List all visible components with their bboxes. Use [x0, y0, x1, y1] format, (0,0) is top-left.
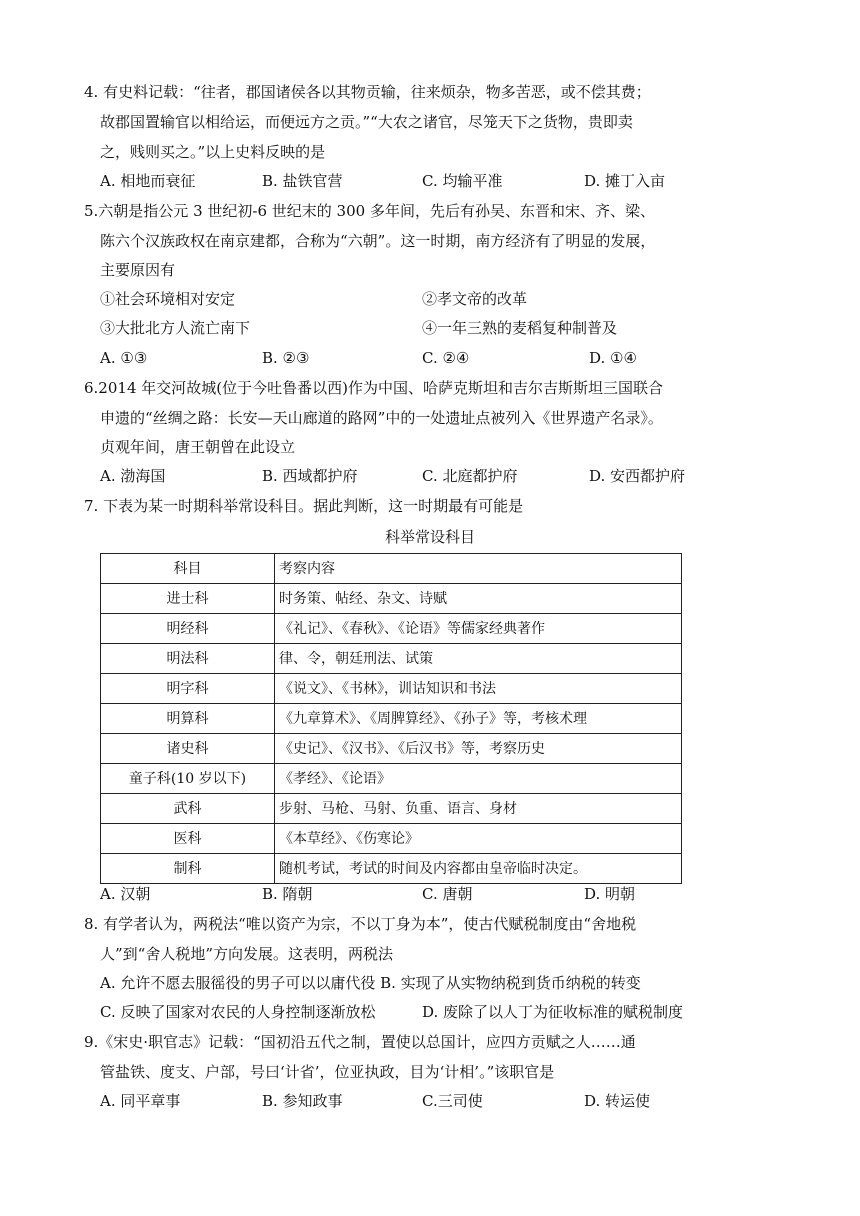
subject-cell: 制科: [101, 854, 275, 884]
subject-cell: 进士科: [101, 584, 275, 614]
q6-option-b: B. 西域都护府: [262, 467, 358, 485]
q7-option-a: A. 汉朝: [100, 885, 151, 903]
q4-option-b: B. 盐铁官营: [262, 172, 343, 190]
subject-cell: 明算科: [101, 704, 275, 734]
q4-option-d: D. 摊丁入亩: [584, 172, 666, 190]
q5-stem-line-2: 陈六个汉族政权在南京建都，合称为“六朝”。这一时期，南方经济有了明显的发展，: [100, 232, 656, 250]
q9-option-d: D. 转运使: [584, 1092, 651, 1110]
content-cell: 《史记》、《汉书》、《后汉书》等，考察历史: [275, 734, 682, 764]
q9-option-c: C.三司使: [422, 1092, 483, 1110]
subject-cell: 明字科: [101, 674, 275, 704]
exam-subjects-table: [100, 553, 682, 884]
q5-item-3: ③大批北方人流亡南下: [100, 319, 251, 337]
table-row: [101, 674, 682, 704]
table-header-cell: 考察内容: [275, 554, 682, 584]
subject-cell: 医科: [101, 824, 275, 854]
subject-cell: 童子科(10 岁以下): [101, 764, 275, 794]
subject-cell: 诸史科: [101, 734, 275, 764]
content-cell: 《礼记》、《春秋》、《论语》等儒家经典著作: [275, 614, 682, 644]
q7-option-b: B. 隋朝: [262, 885, 313, 903]
q7-option-c: C. 唐朝: [422, 885, 473, 903]
content-cell: 《九章算术》、《周脾算经》、《孙子》等，考核术理: [275, 704, 682, 734]
q4-option-a: A. 相地而衰征: [100, 172, 196, 190]
content-cell: 律、令，朝廷刑法、试策: [275, 644, 682, 674]
q6-option-a: A. 渤海国: [100, 467, 166, 485]
table-row: [101, 734, 682, 764]
q5-option-c: C. ②④: [422, 349, 470, 367]
q4-stem-line-2: 故郡国置输官以相给运，而便远方之贡。”“大农之诸官，尽笼天下之货物，贵即卖: [100, 113, 633, 131]
q9-stem-line-1: 9.《宋史·职官志》记载：“国初沿五代之制，置使以总国计，应四方贡赋之人……通: [84, 1033, 636, 1051]
table-row: [101, 824, 682, 854]
q4-stem-line-3: 之，贱则买之。”以上史料反映的是: [100, 143, 326, 161]
q8-stem-line-1: 8. 有学者认为，两税法“唯以资产为宗，不以丁身为本”，使古代赋税制度由“舍地税: [84, 915, 637, 933]
table-row: [101, 704, 682, 734]
q8-option-d: D. 废除了以人丁为征收标准的赋税制度: [422, 1003, 684, 1021]
table-row: [101, 644, 682, 674]
q5-option-b: B. ②③: [262, 349, 310, 367]
q7-option-d: D. 明朝: [584, 885, 636, 903]
q5-stem-line-1: 5.六朝是指公元 3 世纪初-6 世纪末的 300 多年间，先后有孙吴、东晋和宋、齐、梁、: [84, 202, 655, 220]
q5-item-1: ①社会环境相对安定: [100, 290, 236, 308]
q5-option-d: D. ①④: [589, 349, 637, 367]
q6-stem-line-1: 6.2014 年交河故城(位于今吐鲁番以西)作为中国、哈萨克斯坦和吉尔吉斯斯坦三国联合: [84, 379, 663, 397]
table-row: [101, 764, 682, 794]
table-title: 科举常设科目: [384, 528, 475, 546]
q5-item-2: ②孝文帝的改革: [422, 290, 528, 308]
q5-stem-line-3: 主要原因有: [100, 261, 176, 279]
table-header-row: [101, 554, 682, 584]
subject-cell: 明经科: [101, 614, 275, 644]
subject-cell: 明法科: [101, 644, 275, 674]
content-cell: 随机考试，考试的时间及内容都由皇帝临时决定。: [275, 854, 682, 884]
table-header-cell: 科目: [101, 554, 275, 584]
table-row: [101, 614, 682, 644]
table-row: [101, 584, 682, 614]
content-cell: 《本草经》、《伤寒论》: [275, 824, 682, 854]
q8-option-c: C. 反映了国家对农民的人身控制逐渐放松: [100, 1003, 376, 1021]
table-row: [101, 854, 682, 884]
q5-item-4: ④一年三熟的麦稻复种制普及: [422, 319, 618, 337]
q6-stem-line-3: 贞观年间，唐王朝曾在此设立: [100, 438, 296, 456]
content-cell: 步射、马枪、马射、负重、语言、身材: [275, 794, 682, 824]
q6-option-c: C. 北庭都护府: [422, 467, 518, 485]
q6-option-d: D. 安西都护府: [589, 467, 686, 485]
content-cell: 《说文》、《书林》，训诂知识和书法: [275, 674, 682, 704]
q7-stem-line-1: 7. 下表为某一时期科举常设科目。据此判断，这一时期最有可能是: [84, 497, 524, 515]
q8-stem-line-2: 人”到“舍人税地”方向发展。这表明，两税法: [100, 945, 394, 963]
q6-stem-line-2: 申遗的“丝绸之路：长安—天山廊道的路网”中的一处遗址点被列入《世界遗产名录》。: [100, 409, 663, 427]
table-row: [101, 794, 682, 824]
content-cell: 《孝经》、《论语》: [275, 764, 682, 794]
q8-option-a-b: A. 允许不愿去服徭役的男子可以以庸代役 B. 实现了从实物纳税到货币纳税的转变: [100, 974, 641, 992]
q5-option-a: A. ①③: [100, 349, 148, 367]
subject-cell: 武科: [101, 794, 275, 824]
q9-option-b: B. 参知政事: [262, 1092, 343, 1110]
q9-option-a: A. 同平章事: [100, 1092, 181, 1110]
q4-stem-line-1: 4. 有史料记载：“往者，郡国诸侯各以其物贡输，往来烦杂，物多苦恶，或不偿其费；: [84, 83, 651, 101]
q9-stem-line-2: 管盐铁、度支、户部，号曰‘计省’，位亚执政，目为‘计相’。”该职官是: [100, 1063, 555, 1081]
content-cell: 时务策、帖经、杂文、诗赋: [275, 584, 682, 614]
q4-option-c: C. 均输平准: [422, 172, 503, 190]
